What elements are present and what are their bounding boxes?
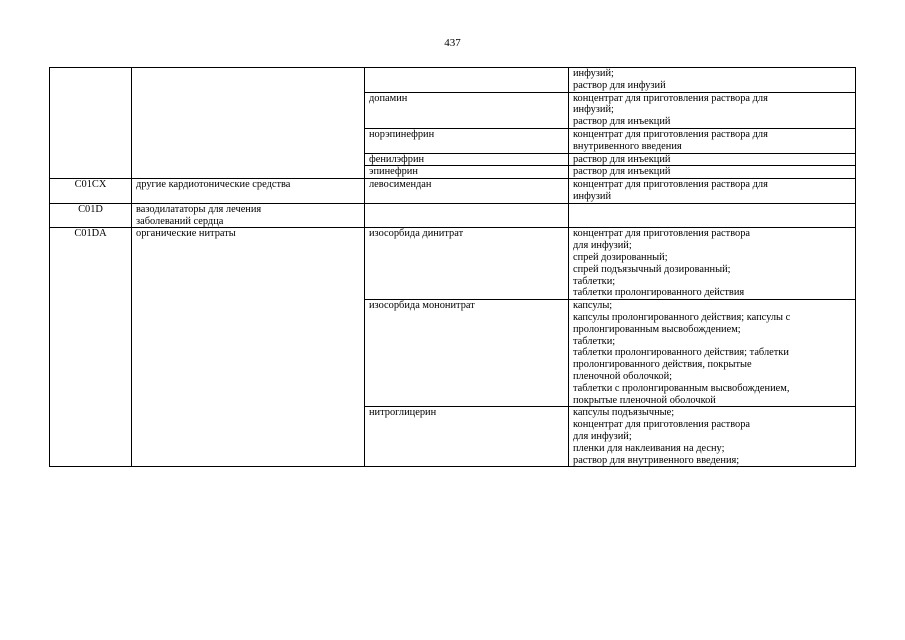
cell-line: изосорбида динитрат xyxy=(369,228,464,240)
cell-line: таблетки с пролонгированным высвобождением, xyxy=(573,382,790,394)
cell-line: капсулы; xyxy=(573,300,613,312)
cell-line: эпинефрин xyxy=(369,166,418,178)
cell-line: таблетки; xyxy=(573,335,616,347)
drug-table xyxy=(49,67,856,467)
cell-line: для инфузий; xyxy=(573,430,632,442)
cell-line: спрей подъязычный дозированный; xyxy=(573,263,731,275)
drug-name-cell xyxy=(365,228,569,300)
dosage-forms-cell xyxy=(569,407,856,467)
cell-line: спрей дозированный; xyxy=(573,251,668,263)
table-row xyxy=(50,228,856,300)
atc-code-cell: C01DA xyxy=(50,228,132,467)
dosage-forms-cell xyxy=(569,203,856,228)
anatomical-therapeutic-group-cell xyxy=(132,228,365,467)
cell-line: левосимендан xyxy=(369,179,432,191)
cell-line: концентрат для приготовления раствора для xyxy=(573,179,768,191)
cell-line: инфузий; xyxy=(573,104,614,116)
drug-name-cell xyxy=(365,166,569,179)
cell-line: инфузий xyxy=(573,190,612,202)
dosage-forms-cell xyxy=(569,128,856,153)
table-row xyxy=(50,68,856,93)
page-number: 437 xyxy=(444,37,461,49)
drug-name-cell xyxy=(365,68,569,93)
anatomical-therapeutic-group-cell xyxy=(132,179,365,204)
cell-line: капсулы пролонгированного действия; капсулы с xyxy=(573,311,791,323)
cell-line: раствор для инфузий xyxy=(573,79,666,91)
cell-line: концентрат для приготовления раствора для xyxy=(573,92,768,104)
cell-line: концентрат для приготовления раствора xyxy=(573,228,751,240)
cell-line: норэпинефрин xyxy=(369,128,435,140)
cell-line: пролонгированного действия, покрытые xyxy=(573,359,752,371)
cell-line: инфузий; xyxy=(573,68,614,79)
dosage-forms-cell xyxy=(569,68,856,93)
cell-line: внутривенного введения xyxy=(573,140,682,152)
atc-code-cell: C01CX xyxy=(50,179,132,204)
dosage-forms-cell xyxy=(569,179,856,204)
cell-line: раствор для внутривенного введения; xyxy=(573,454,740,466)
drug-name-cell xyxy=(365,300,569,407)
dosage-forms-cell xyxy=(569,228,856,300)
atc-code-cell: C01D xyxy=(50,203,132,228)
drug-name-cell xyxy=(365,203,569,228)
cell-line: органические нитраты xyxy=(136,228,236,240)
cell-line: таблетки; xyxy=(573,275,616,287)
cell-line: раствор для инъекций xyxy=(573,116,671,128)
cell-line: нитроглицерин xyxy=(369,407,437,419)
cell-line: вазодилататоры для лечения xyxy=(136,203,262,215)
dosage-forms-cell xyxy=(569,166,856,179)
dosage-forms-cell xyxy=(569,153,856,166)
atc-code-cell xyxy=(50,68,132,179)
cell-line: концентрат для приготовления раствора xyxy=(573,419,751,431)
cell-line: концентрат для приготовления раствора для xyxy=(573,128,768,140)
cell-line: изосорбида мононитрат xyxy=(369,300,475,312)
cell-line: капсулы подъязычные; xyxy=(573,407,675,419)
table-row xyxy=(50,179,856,204)
cell-line: пленочной оболочкой; xyxy=(573,370,673,382)
cell-line: фенилэфрин xyxy=(369,153,425,165)
dosage-forms-cell xyxy=(569,300,856,407)
drug-name-cell xyxy=(365,128,569,153)
dosage-forms-cell xyxy=(569,92,856,128)
cell-line: раствор для инъекций xyxy=(573,153,671,165)
cell-line: пролонгированным высвобождением; xyxy=(573,323,741,335)
anatomical-therapeutic-group-cell xyxy=(132,68,365,179)
cell-line: допамин xyxy=(369,92,408,104)
cell-line: таблетки пролонгированного действия xyxy=(573,287,745,299)
anatomical-therapeutic-group-cell xyxy=(132,203,365,228)
cell-line: раствор для инъекций xyxy=(573,166,671,178)
cell-line: покрытые пленочной оболочкой xyxy=(573,394,716,406)
drug-name-cell xyxy=(365,179,569,204)
drug-name-cell xyxy=(365,407,569,467)
drug-name-cell xyxy=(365,153,569,166)
cell-line: заболеваний сердца xyxy=(136,215,224,227)
cell-line: таблетки пролонгированного действия; таблетки xyxy=(573,347,789,359)
cell-line: другие кардиотонические средства xyxy=(136,179,291,191)
cell-line: для инфузий; xyxy=(573,240,632,252)
table-row xyxy=(50,203,856,228)
drug-name-cell xyxy=(365,92,569,128)
cell-line: пленки для наклеивания на десну; xyxy=(573,442,725,454)
